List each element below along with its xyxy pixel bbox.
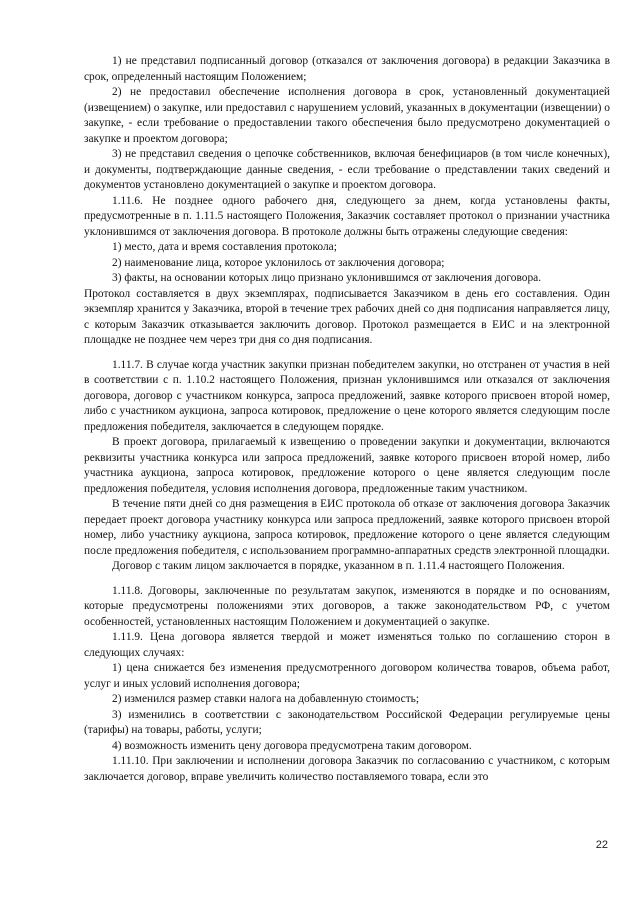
list-item: 4) возможность изменить цену договора предусмотрена таким договором. bbox=[112, 739, 472, 752]
clause-1-11-6: 1.11.6. Не позднее одного рабочего дня, следующего за днем, когда установлены факты, предусмотренные в п. 1.11.5 настоящего Положения, Заказчик составляет протокол о признании участника уклонившимся от заключения договора. В протоколе должны быть отражены следующие сведения: bbox=[84, 194, 610, 238]
paragraph: В проект договора, прилагаемый к извещению о проведении закупки и документации, включаются реквизиты участника конкурса или запроса предложений, заявке которого присвоен второй номер, либо участника аукциона, запроса котировок, предложение которого о цене является следующим после предложения победителя, условия исполнения договора, предложенные таким участником. bbox=[84, 436, 610, 495]
list-item: 1) место, дата и время составления протокола; bbox=[112, 241, 337, 253]
list-item: 3) изменились в соответствии с законодательством Российской Федерации регулируемые цены (тарифы) на товары, работы, услуги; bbox=[84, 708, 610, 736]
page-number: 22 bbox=[595, 839, 608, 851]
clause-1-11-10: 1.11.10. При заключении и исполнении договора Заказчик по согласованию с участником, с которым заключается договор, вправе увеличить количество поставляемого товара, если это bbox=[84, 755, 610, 783]
list-item: 3) не представил сведения о цепочке собственников, включая бенефициаров (в том числе конечных), и документы, подтверждающие данные сведения, - если требование о представлении таких сведений и документов установлено документацией о закупке и проектом договора. bbox=[84, 148, 610, 191]
paragraph: Протокол составляется в двух экземплярах, подписывается Заказчиком в день его составления. Один экземпляр хранится у Заказчика, второй в течение трех рабочих дней со дня подписания направляется лицу, с которым Заказчик отказывается заключить договор. Протокол размещается в ЕИС и на электронной площадке не позднее чем через три дня со дня подписания. bbox=[84, 287, 610, 346]
list-item: 1) цена снижается без изменения предусмотренного договором количества товаров, объема работ, услуг и иных условий исполнения договора; bbox=[84, 662, 610, 690]
list-item: 2) изменился размер ставки налога на добавленную стоимость; bbox=[112, 693, 420, 705]
clause-1-11-7: 1.11.7. В случае когда участник закупки признан победителем закупки, но отстранен от участия в ней в соответствии с п. 1.10.2 настоящего Положения, признан уклонившимся или отказался от заключения договора, договор с участником конкурса, запроса предложений, заявке которого присвоен второй номер, либо с участником аукциона, запроса котировок, предложение о цене которого является следующим после предложения победителя, заключается в следующем порядке. bbox=[84, 358, 610, 433]
list-item: 1) не представил подписанный договор (отказался от заключения договора) в редакции Заказчика в срок, определенный настоящим Положением; bbox=[84, 55, 610, 83]
clause-1-11-8: 1.11.8. Договоры, заключенные по результатам закупок, изменяются в порядке и по основаниям, которые предусмотрены положениями этих договоров, а также законодательством РФ, с учетом особенностей, установленных настоящим Положением и документацией о закупке. bbox=[84, 584, 610, 628]
list-item: 2) наименование лица, которое уклонилось от заключения договора; bbox=[112, 256, 445, 269]
paragraph: Договор с таким лицом заключается в порядке, указанном в п. 1.11.4 настоящего Положения. bbox=[112, 560, 565, 572]
list-item: 3) факты, на основании которых лицо признано уклонившимся от заключения договора. bbox=[112, 272, 542, 284]
paragraph: В течение пяти дней со дня размещения в ЕИС протокола об отказе от заключения договора Заказчик передает проект договора участнику конкурса или запроса предложений, заявке которого присвоен второй номер, либо участнику аукциона, запроса котировок, предложение которого о цене является следующим после предложения победителя, с использованием программно-аппаратных средств электронной площадки. bbox=[84, 498, 610, 557]
document-body bbox=[84, 54, 610, 785]
list-item: 2) не предоставил обеспечение исполнения договора в срок, установленный документацией (извещением) о закупке, или предоставил с нарушением условий, указанных в документации (извещении) о закупке, - если требование о предоставлении такого обеспечения было предусмотрено документацией о закупке и проектом договора; bbox=[84, 86, 610, 145]
clause-1-11-9: 1.11.9. Цена договора является твердой и может изменяться только по соглашению сторон в следующих случаях: bbox=[84, 631, 610, 659]
